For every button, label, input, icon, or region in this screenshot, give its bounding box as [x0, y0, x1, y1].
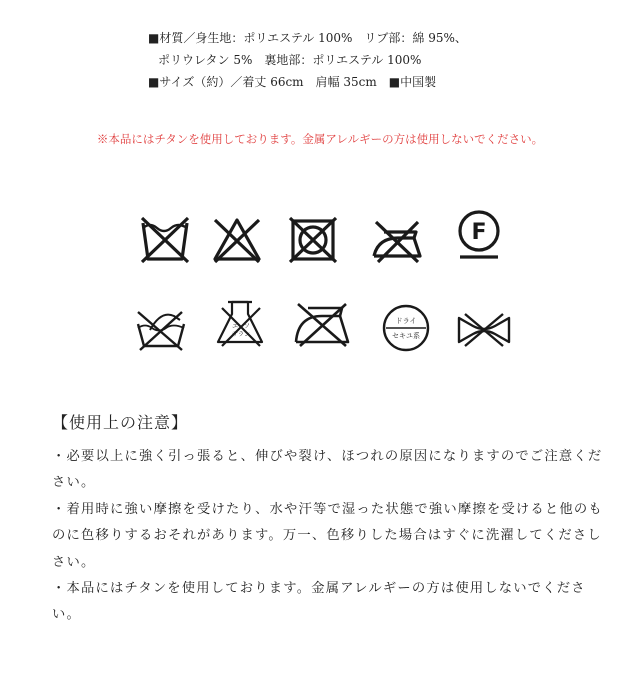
- no-wring-icon: [455, 310, 513, 350]
- no-bleach-icon: [211, 216, 263, 264]
- no-ether-bleach-icon: [214, 298, 266, 350]
- usage-notes: [52, 410, 612, 629]
- hand-wash-icon: [134, 306, 188, 352]
- dry-clean-f-icon: [456, 208, 502, 262]
- no-tumble-dry-icon: [288, 216, 338, 264]
- ether-text-1: エーソ: [232, 323, 250, 330]
- petroleum-text: セキユ系: [392, 332, 420, 340]
- ether-text-2: サラン: [231, 331, 251, 338]
- note-item-2: ・着用時に強い摩擦を受けたり、水や汗等で湿った状態で強い摩擦を受けると他のものに色移りするおそれがあります。万一、色移りした場合はすぐに洗濯してくださしさい。: [52, 501, 603, 570]
- note-item-1: ・必要以上に強く引っ張ると、伸びや裂け、ほつれの原因になりますのでご注意ください。: [52, 449, 603, 491]
- dry-text: ドライ: [395, 317, 417, 325]
- material-spec: [148, 27, 467, 93]
- spec-line-2: ポリウレタン 5% 裏地部：ポリエステル 100%: [158, 53, 422, 67]
- dry-petroleum-icon: [380, 302, 432, 354]
- no-washing-icon: [140, 216, 190, 264]
- spec-line-1: ■材質／身生地：ポリエステル 100% リブ部：綿 95%、: [148, 31, 467, 45]
- dry-clean-f-letter: F: [471, 220, 487, 245]
- no-steam-iron-icon: [292, 300, 352, 350]
- note-item-3: ・本品にはチタンを使用しております。金属アレルギーの方は使用しないでください。: [52, 581, 586, 623]
- notes-title: 【使用上の注意】: [52, 413, 189, 432]
- metal-allergy-warning: ※本品にはチタンを使用しております。金属アレルギーの方は使用しないでください。: [96, 132, 544, 146]
- spec-line-3: ■サイズ（約）／着丈 66cm 肩幅 35cm ■中国製: [148, 75, 437, 89]
- no-iron-icon: [370, 216, 426, 264]
